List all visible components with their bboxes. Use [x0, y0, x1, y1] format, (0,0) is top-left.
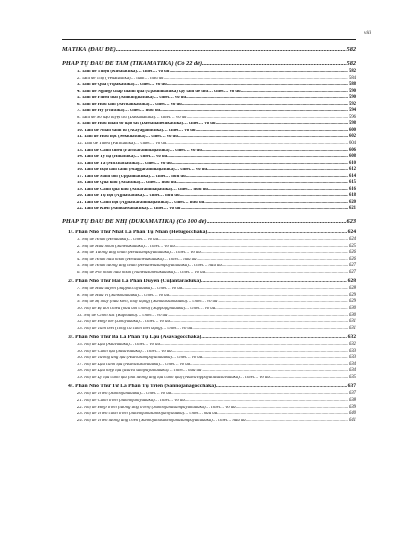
- dot-leader: [190, 363, 348, 368]
- toc-entry-page: 606: [348, 147, 356, 153]
- toc-entry-page: 590: [348, 95, 356, 101]
- toc-entry-title: 3. Tam đề Quả (Vipākattika)… chiết… vô dư: [77, 83, 167, 88]
- dot-leader: [160, 109, 348, 114]
- toc-entry-title: 14. Tam đề Ty hạ (Hīnattika)… chiết… vô dư: [77, 155, 168, 160]
- toc-entry-title: 1. Tam đề Thiện (Kusalattika)… chiết… vô dư: [77, 70, 170, 74]
- dot-leader: [204, 201, 348, 206]
- toc-entry-title: 5. Nhị đề Nhân tương ưng nhân (Hetuhetusampayuttaduka)… chiết… hữu dư: [77, 264, 222, 269]
- dot-leader: [217, 412, 348, 417]
- toc-entry-title: 21. Tam đề Cảnh nội (Ajjhattārammaṇattika)… chiết… hữu dư: [77, 200, 205, 205]
- toc-entry-title: 2. Nhị đề Hữu nhân (Sahetukaduka)… chiết… vô dư: [77, 244, 175, 249]
- toc-entry-page: 632: [347, 334, 356, 341]
- toc-entry[interactable]: [62, 376, 356, 383]
- toc-entry-title: 19. Nhị đề Ly lậu cảnh lậu (bất tương ưng lậu cảnh lậu) (Āsavavippayuttasāsavaduka)… chiết… vô dư: [77, 375, 270, 380]
- toc-entry-title: 8. Nhị đề Hữu vi (Saṅkhataduka)… chiết… vô dư: [77, 293, 170, 298]
- dot-leader: [170, 320, 348, 325]
- dot-leader: [201, 335, 346, 341]
- toc-entry-page: 594: [348, 108, 356, 114]
- dot-leader: [222, 264, 348, 269]
- toc-entry-title: 4. Tam đề Nghiệp chấp thành quả (Upādinnattika) tạy tam đề thứ… chiết… vô dư: [77, 89, 241, 94]
- toc-entry[interactable]: [62, 271, 356, 278]
- toc-entry-title: 11. Tam đề Hữu học (Sekkhattika)… chiết… vô dư: [77, 135, 179, 140]
- toc-entry-title: 12. Nhị đề Hiệp thế (Lokiyaduka)… chiết… vô dư: [77, 320, 171, 325]
- toc-entry-title: 16. Tam đề Đạo làm cảnh (Maggārammaṇattika)… chiết… vô dư: [77, 168, 208, 173]
- toc-entry-page: 623: [346, 218, 356, 226]
- dot-leader: [246, 419, 348, 424]
- toc-entry-page: 637: [348, 391, 356, 397]
- toc-subsection-heading[interactable]: [62, 384, 356, 392]
- toc-entry-page: 633: [348, 355, 356, 361]
- toc-subsection-heading[interactable]: [62, 279, 356, 287]
- dot-leader: [202, 61, 345, 67]
- toc-entry-page: 621: [348, 206, 356, 212]
- dot-leader: [171, 392, 348, 397]
- toc-entry-page: 626: [348, 250, 356, 256]
- toc-subsection-heading[interactable]: [62, 230, 356, 238]
- toc-entry-page: 627: [348, 269, 356, 275]
- dot-leader: [178, 135, 348, 140]
- dot-leader: [185, 399, 348, 404]
- dot-leader: [172, 162, 348, 167]
- toc-entry-title: 6. Tam đề Hữu tầm (Savitakkattika)… chiết… vô dư: [77, 102, 182, 107]
- dot-leader: [168, 314, 348, 319]
- dot-leader: [167, 83, 348, 88]
- toc-entry-page: 629: [348, 299, 356, 305]
- toc-entry-page: 638: [348, 397, 356, 403]
- toc-entry-title: 3. Nhị đề Tương ưng nhân (Hetusampayuttaduka)… chiết… vô dư: [77, 251, 201, 256]
- dot-leader: [207, 219, 346, 225]
- toc-entry-title: 13. Tam đề Cảnh thiểu (Parittārammaṇattika)… chiết… vô dư: [77, 148, 203, 153]
- toc-entry-page: 602: [348, 134, 356, 140]
- toc-entry-page: 588: [348, 82, 356, 88]
- toc-entry-title: 19. Tam đề Cảnh quá khứ (Atītārammaṇattika)… chiết… hữu dư: [77, 187, 209, 192]
- dot-leader: [187, 116, 348, 121]
- dot-leader: [270, 376, 348, 381]
- toc-entry-page: 610: [348, 160, 356, 166]
- toc-entry-page: 637: [347, 383, 356, 390]
- dot-leader: [215, 307, 348, 312]
- toc-entry-title: 16. Nhị đề Tương ưng lậu (Āsavasampayuttaduka)… chiết… vô dư: [77, 356, 203, 361]
- page-number: viii: [363, 30, 371, 36]
- toc-entry-title: 17. Tam đề Sanh tồn (Uppannattika)… chiết… hữu dư: [77, 174, 186, 179]
- dot-leader: [182, 287, 348, 292]
- toc-entry[interactable]: [62, 207, 356, 214]
- header-rule: [62, 39, 356, 40]
- dot-leader: [175, 245, 348, 250]
- dot-leader: [202, 356, 348, 361]
- dot-leader: [241, 90, 348, 95]
- toc-entry-page: 592: [348, 101, 356, 107]
- toc-entry-page: 608: [348, 154, 356, 160]
- toc-entry[interactable]: [62, 327, 356, 334]
- toc-entry-title: 10. Tam đề Nhân sanh tử (Ācayagāmittika)… chiết… vô dư: [77, 128, 196, 133]
- dot-leader: [216, 122, 348, 127]
- toc-entry-page: 630: [348, 312, 356, 318]
- toc-entry-page: 641: [348, 417, 356, 423]
- toc-entry-title: 22. Tam đề Kiến (Sanidassanattika)… chiết… vô dư: [77, 207, 181, 212]
- toc-entry-title: 21. Nhị đề Cảnh triền (Saññojaniyaduka)… chiết… vô dư: [77, 398, 185, 403]
- toc-entry-page: 631: [348, 319, 356, 325]
- toc-entry-page: 640: [348, 411, 356, 417]
- toc-section-heading[interactable]: [62, 47, 356, 56]
- dot-leader: [201, 251, 348, 256]
- toc-entry-page: 639: [348, 404, 356, 410]
- toc-entry-page: 633: [348, 348, 356, 354]
- dot-leader: [205, 271, 348, 276]
- dot-leader: [192, 327, 348, 332]
- toc-entry-page: 625: [348, 243, 356, 249]
- toc-entry-title: 12. Tam đề Thiểu (Parittattika)… chiết… vô dư: [77, 142, 167, 147]
- dot-leader: [202, 369, 348, 374]
- toc-entry-title: 7. Tam đề Hỷ (Pītittika)… chiết… hữu dư: [77, 109, 161, 114]
- toc-entry-title: 15. Nhị đề Lậu (Āsavaduka)… chiết… vô dư: [77, 343, 161, 348]
- toc-entry-title: 15. Tam đề Tà (Micchattattika)… chiết… vô dư: [77, 161, 172, 166]
- toc-entry-title: MĀTIKĀ (ĐẦU ĐỀ): [62, 47, 116, 53]
- toc-entry-title: 22. Nhị đề Hiệp triền (tương ưng triền) (Saññojanasampayuttaduka)… chiết… vô dư: [77, 405, 236, 410]
- toc-entry-title: 6. Nhị đề Phi nhân hữu nhân (Nahetusahetukaduka)… chiết… vô dư: [77, 270, 206, 275]
- toc-entry-title: 1. Nhị đề Nhân (Hetuduka)… chiết… vô dư: [77, 238, 159, 243]
- toc-entry-page: 632: [348, 342, 356, 348]
- dot-leader: [169, 294, 348, 299]
- toc-entry-title: 9. Nhị đề Bị thấy (hữu kiến, thấy đặng) (Sanidassanaduka)… chiết… vô dư: [77, 300, 218, 305]
- toc-entry-title: PHÁP TỤ ĐẦU ĐỀ TAM (TIKAMĀTIKĀ) (Có 22 đề): [62, 61, 203, 67]
- toc-entry-title: 16. Nhị đề Cảnh lậu (Sāsavaduka)… chiết… vô dư: [77, 349, 172, 354]
- toc-entry-page: 598: [348, 121, 356, 127]
- toc-entry-page: 624: [347, 229, 356, 236]
- toc-entry-title: 1/. Phần Nhỏ Thứ Nhất Là Phần Tụ Nhân (Hetugocchaka): [68, 230, 208, 236]
- dot-leader: [158, 238, 348, 243]
- toc-entry-title: 4/. Phần Nhỏ Thứ Tư Là Phần Tụ Triền (Saññojanagocchaka): [68, 384, 216, 390]
- dot-leader: [172, 350, 348, 355]
- dot-leader: [181, 207, 348, 212]
- dot-leader: [160, 343, 348, 348]
- dot-leader: [207, 168, 348, 173]
- dot-leader: [216, 384, 347, 390]
- toc-entry-title: 3/. Phần Nhỏ Thứ Ba Là Phần Tụ Lậu (Āsavagocchaka): [68, 335, 202, 341]
- dot-leader: [207, 230, 346, 236]
- toc-entry-page: 635: [348, 374, 356, 380]
- dot-leader: [180, 194, 348, 199]
- toc-entry-page: 631: [348, 325, 356, 331]
- dot-leader: [166, 142, 348, 147]
- toc-entry-page: 629: [348, 292, 356, 298]
- toc-entry-page: 584: [348, 75, 356, 81]
- toc-entry-page: 628: [347, 278, 356, 285]
- toc-entry-page: 624: [348, 237, 356, 243]
- toc-entry-title: 18. Nhị đề Lậu hiệp lậu (āsava sampayuttaduka)… chiết… hữu dư: [77, 369, 202, 374]
- toc-entry-title: 9. Tam đề Hữu nhân sơ đạo sát (Dassanahetukattika)… chiết… vô dư: [77, 122, 216, 127]
- toc-entry-page: 582: [346, 46, 356, 53]
- dot-leader: [176, 181, 348, 186]
- toc-entry[interactable]: [62, 419, 356, 426]
- table-of-contents: [62, 42, 356, 425]
- toc-entry-page: 596: [348, 114, 356, 120]
- toc-entry-title: PHÁP TỤ ĐẦU ĐỀ NHỊ (DUKAMĀTIKĀ) (Có 100 đề): [62, 219, 207, 226]
- toc-entry-page: 620: [348, 199, 356, 205]
- dot-leader: [201, 279, 347, 285]
- toc-entry-title: 11. Nhị đề Chơn sắc (Rūpīduka)… chiết… vô dư: [77, 313, 168, 318]
- toc-entry-page: 626: [348, 256, 356, 262]
- dot-leader: [170, 70, 348, 75]
- toc-entry-title: 4. Nhị đề Nhân hữu nhân (Hetusahetukaduka)… chiết… hữu dư: [77, 257, 197, 262]
- dot-leader: [196, 129, 348, 134]
- dot-leader: [208, 188, 348, 193]
- toc-entry-title: 13. Nhị đề Tâm biết (công cũ cảnh biết đặng)… chiết… vô dư: [77, 326, 193, 331]
- dot-leader: [182, 103, 348, 108]
- toc-entry-page: 604: [348, 141, 356, 147]
- toc-section-heading[interactable]: [62, 61, 356, 70]
- dot-leader: [164, 77, 348, 82]
- toc-entry-page: 615: [348, 180, 356, 186]
- dot-leader: [236, 406, 348, 411]
- dot-leader: [116, 47, 346, 53]
- toc-entry-title: 20. Nhị đề Triền (Saññojanaduka)… chiết… vô dư: [77, 392, 172, 397]
- toc-entry-page: 582: [346, 60, 356, 67]
- toc-entry-page: 634: [348, 361, 356, 367]
- dot-leader: [202, 149, 348, 154]
- dot-leader: [186, 96, 348, 101]
- toc-entry-page: 634: [348, 368, 356, 374]
- toc-entry-page: 616: [348, 186, 356, 192]
- toc-section-heading[interactable]: [62, 219, 356, 228]
- toc-entry-page: 600: [348, 127, 356, 133]
- toc-entry-title: 24. Nhị đề Triền tương ưng triền (Saññojanasaññojanasampayuttaduka)… chiết… hữu dư: [77, 418, 246, 423]
- dot-leader: [197, 258, 348, 263]
- dot-leader: [186, 175, 348, 180]
- toc-entry-page: 630: [348, 305, 356, 311]
- toc-entry-page: 628: [348, 286, 356, 292]
- toc-entry-title: 20. Tam đề Tự nội (Ajjhattattika)… chiết… hữu dư: [77, 194, 180, 199]
- toc-entry-title: 2. Tam đề Thọ (Vedanāttika)… hàm… hữu dư: [77, 76, 164, 81]
- toc-entry-title: 17. Nhị đề Lậu cảnh lậu (Āsavasāsavaduka)… chiết… vô dư: [77, 362, 191, 367]
- toc-entry-page: 582: [348, 69, 356, 74]
- toc-entry-title: 10. Nhị đề Bị đối chiếu (hữu đối chiếu) (Sappaṭighaduka)… chiết… vô dư: [77, 306, 216, 311]
- toc-entry-title: 8. Tam đề Sơ đạo tuyệt trừ (Dassanattika)… chiết… vô dư: [77, 115, 187, 120]
- toc-entry-page: 627: [348, 263, 356, 269]
- toc-subsection-heading[interactable]: [62, 335, 356, 343]
- dot-leader: [218, 300, 348, 305]
- toc-entry-title: 2/. Phần Nhỏ Thứ Hai Là Phần Duyên (Cūḷantaraduka): [68, 279, 202, 285]
- toc-entry-page: 618: [348, 193, 356, 199]
- toc-entry-page: 614: [348, 173, 356, 179]
- toc-entry-page: 590: [348, 88, 356, 94]
- toc-entry-title: 23. Nhị đề Triền cảnh triền (Saññojanasaññojaniyaduka)… chiết… hữu dư: [77, 412, 218, 417]
- toc-entry-title: 5. Tam đề Phiền toái (Saṅkiliṭṭhattika)… chiết… vô dư: [77, 96, 187, 101]
- toc-entry-title: 7. Nhị đề Hữu duyên (Sappaccayaduka)… chiết… vô dư: [77, 287, 183, 292]
- toc-entry-page: 612: [348, 167, 356, 173]
- dot-leader: [167, 155, 348, 160]
- toc-entry-title: 18. Tam đề Quá khứ (Attattika)… chiết… hữu dư: [77, 181, 177, 186]
